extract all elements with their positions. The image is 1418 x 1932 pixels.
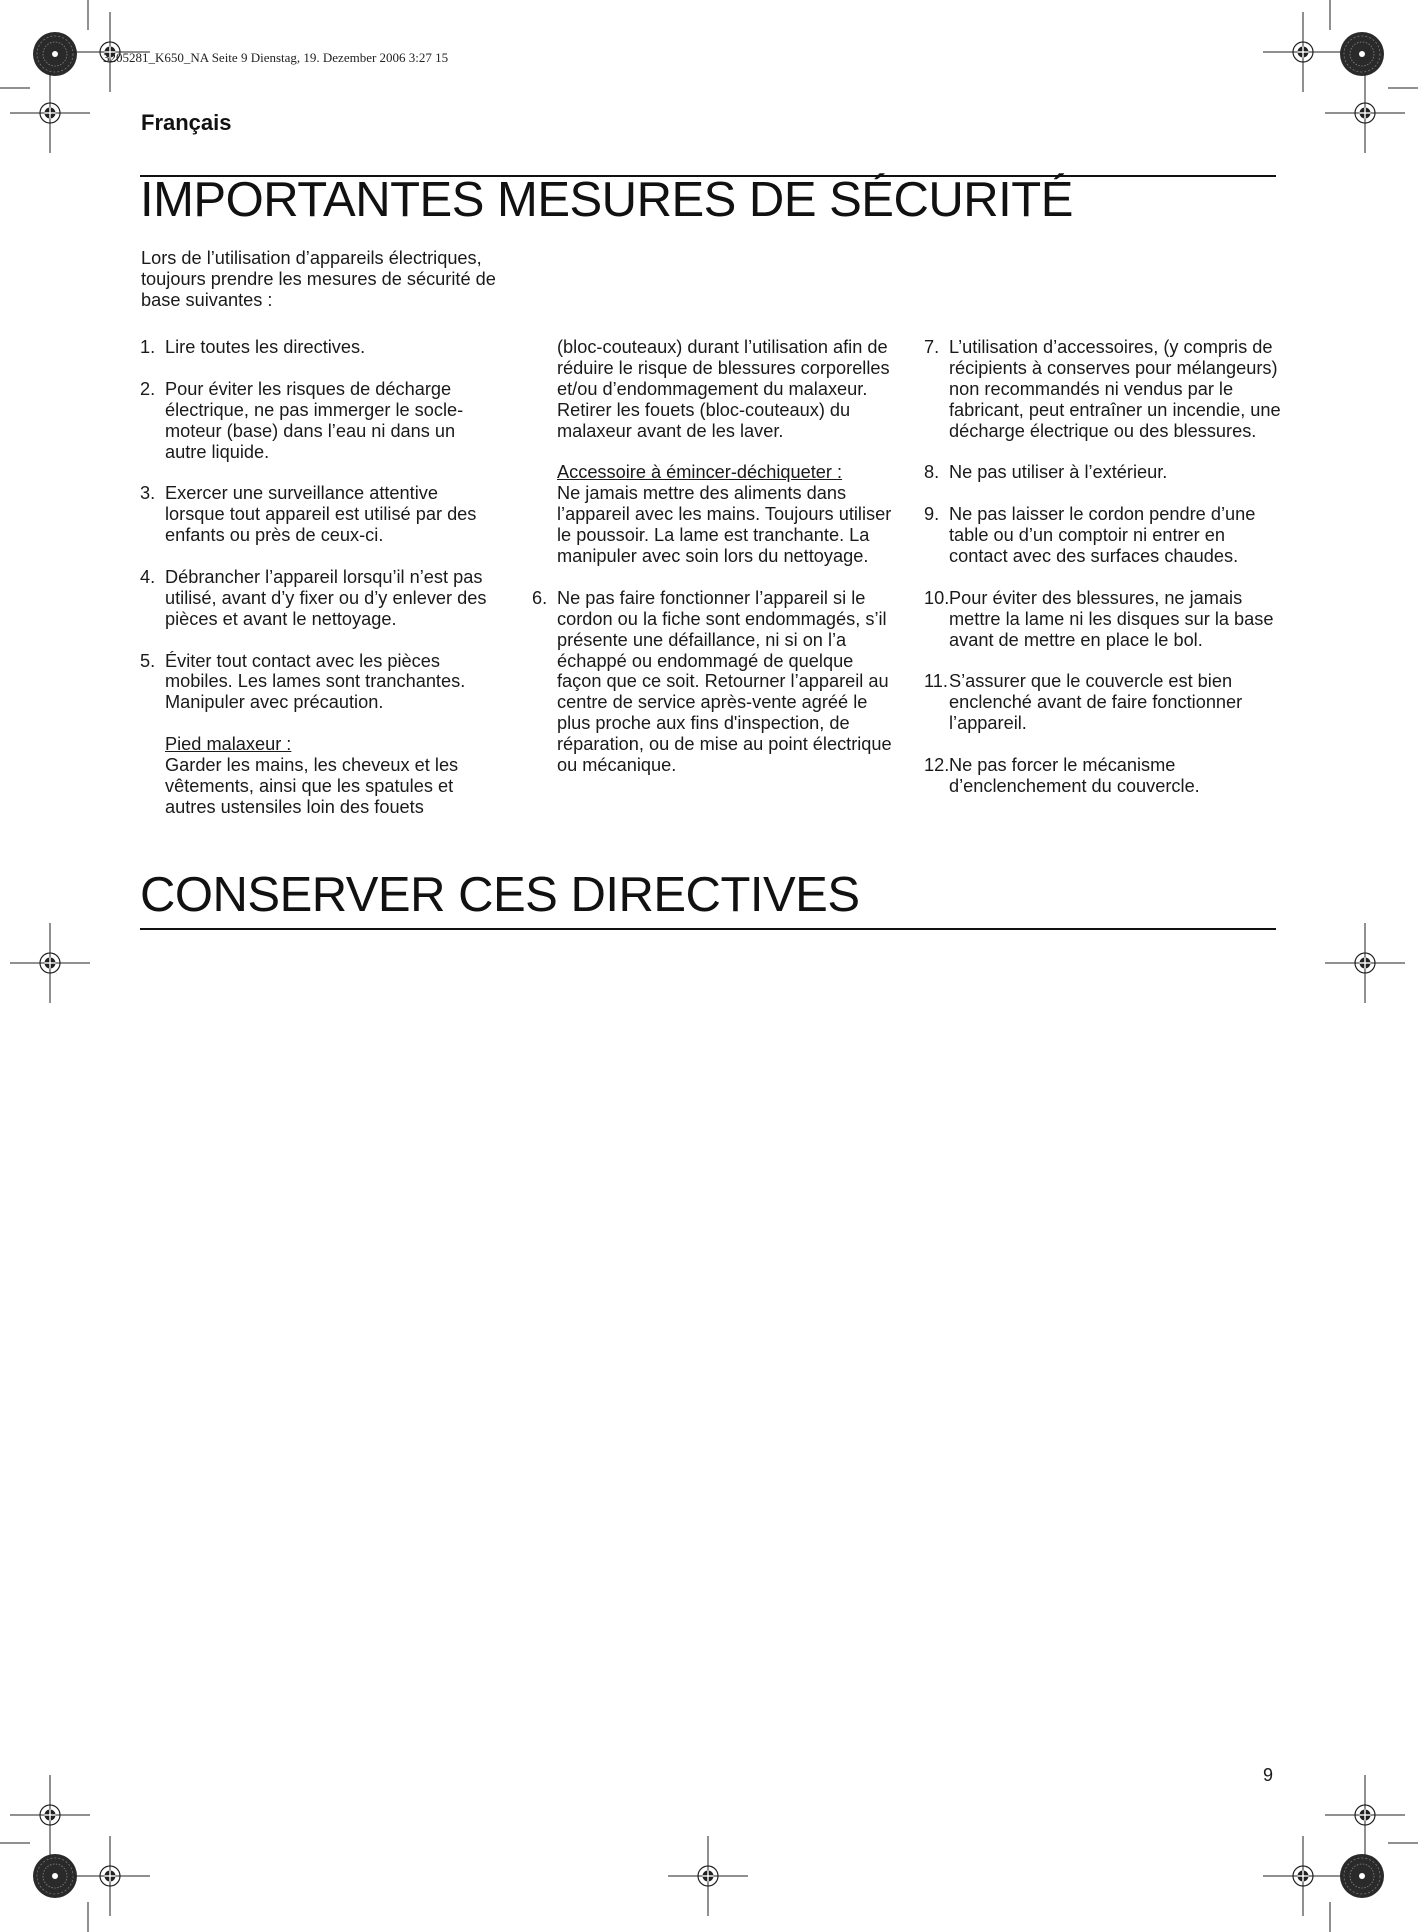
registration-mark [1325,923,1405,1003]
item-text: Débrancher l’appareil lorsqu’il n’est pas utilisé, avant d’y fixer ou d’y enlever des pièces et avant le nettoyage. [165,566,487,629]
registration-mark [70,1836,150,1916]
item-number: 5. [140,650,156,671]
sub-text: Garder les mains, les cheveux et les vêtements, ainsi que les spatules et autres ustensiles loin des fouets [165,755,459,817]
sub-heading: Pied malaxeur : [165,734,292,755]
item-number: 4. [140,566,156,587]
registration-mark [668,1836,748,1916]
item-number: 2. [140,378,156,399]
item-text: Lire toutes les directives. [165,337,366,357]
closing-heading: CONSERVER CES DIRECTIVES [140,868,860,922]
continued-text: (bloc-couteaux) durant l’utilisation afin de réduire le risque de blessures corporelles et/ou d’endommagement du malaxeur. Retirer les fouets (bloc-couteaux) du malaxeur avant de les laver. [557,337,890,441]
item-text: Ne pas forcer le mécanisme d’enclenchement du couvercle. [949,755,1200,796]
item-number: 7. [924,337,940,357]
registration-mark [1263,12,1343,92]
registration-mark [1263,1836,1343,1916]
item-number: 11. [924,671,948,692]
item-number: 1. [140,337,156,357]
sub-heading: Accessoire à émincer-déchiqueter : [557,462,843,483]
item-number: 3. [140,483,156,504]
item-text: S’assurer que le couvercle est bien enclenché avant de faire fonctionner l’appareil. [949,671,1243,734]
item-number: 10. [924,587,950,608]
color-target-mark [1340,32,1384,76]
item-text: Pour éviter des blessures, ne jamais mettre la lame ni les disques sur la base avant de mettre en place le bol. [949,587,1274,650]
page-number: 9 [1263,1765,1274,1785]
item-text: Pour éviter les risques de décharge électrique, ne pas immerger le socle-moteur (base) dans l’eau ni dans un autre liquide. [165,378,464,462]
registration-mark [10,923,90,1003]
page-title: IMPORTANTES MESURES DE SÉCURITÉ [140,173,1073,227]
registration-mark [70,12,150,92]
registration-mark [1325,73,1405,153]
item-text: Exercer une surveillance attentive lorsque tout appareil est utilisé par des enfants ou près de ceux-ci. [165,483,477,546]
item-text: L’utilisation d’accessoires, (y compris de récipients à conserves pour mélangeurs) non recommandés ni vendus par le fabricant, peut entraîner un incendie, une décharge électrique ou des blessures. [949,337,1281,441]
registration-mark [10,73,90,153]
item-number: 9. [924,504,940,525]
item-text: Ne pas utiliser à l’extérieur. [949,462,1168,483]
print-slug: 3205281_K650_NA Seite 9 Dienstag, 19. Dezember 2006 3:27 15 [103,50,449,65]
item-number: 12. [924,755,950,776]
item-text: Éviter tout contact avec les pièces mobiles. Les lames sont tranchantes. Manipuler avec précaution. [165,650,466,713]
item-number: 8. [924,462,940,483]
color-target-mark [33,32,77,76]
color-target-mark [1340,1854,1384,1898]
intro-paragraph: Lors de l’utilisation d’appareils électriques, toujours prendre les mesures de sécurité de base suivantes : [141,248,496,310]
item-text: Ne pas faire fonctionner l’appareil si le cordon ou la fiche sont endommagés, s’il présente une défaillance, ni si on l’a échappé ou endommagé de quelque façon que ce soit. Retourner l’appareil au centre de service après-vente agréé le plus proche aux fins d'inspection, de réparation, ou de mise au point électrique ou mécanique. [557,587,892,776]
item-number: 6. [532,587,548,608]
language-label: Français [141,110,232,135]
sub-text: Ne jamais mettre des aliments dans l’appareil avec les mains. Toujours utiliser le poussoir. La lame est tranchante. La manipuler avec soin lors du nettoyage. [557,483,892,567]
item-text: Ne pas laisser le cordon pendre d’une table ou d’un comptoir ni entrer en contact avec des surfaces chaudes. [949,504,1256,567]
